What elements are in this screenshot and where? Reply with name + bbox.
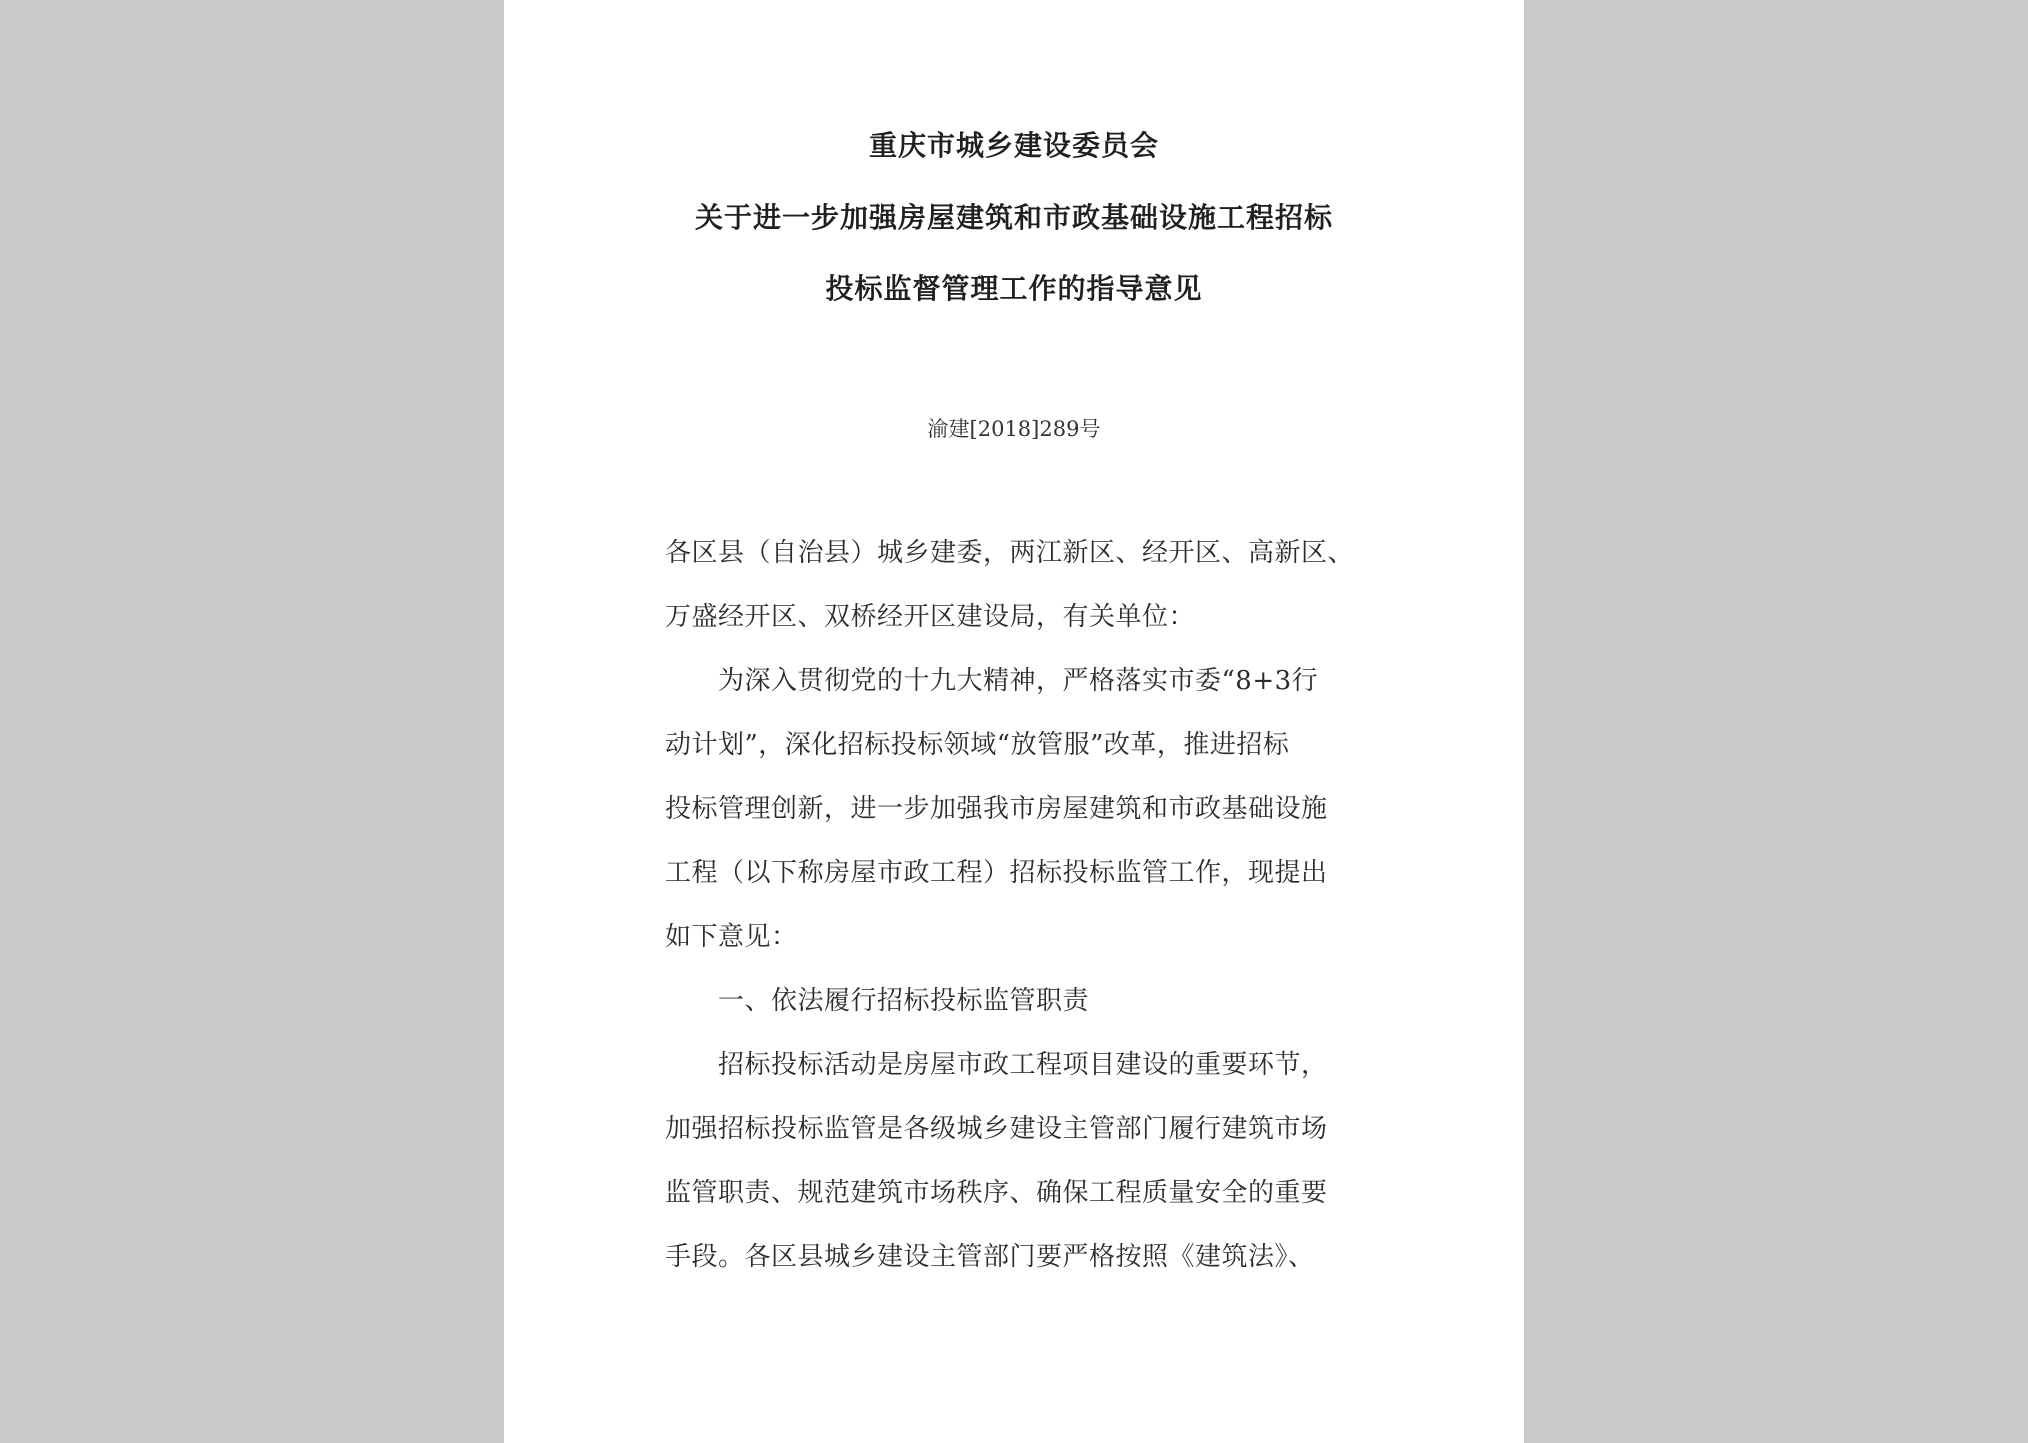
document-number: 渝建[2018]289号 [927, 417, 1101, 441]
body-line-1: 各区县（自治县）城乡建委，两江新区、经开区、高新区、 [665, 538, 1355, 568]
document-title-line-2: 关于进一步加强房屋建筑和市政基础设施工程招标 [694, 201, 1333, 234]
body-line-4: 动计划”，深化招标投标领域“放管服”改革，推进招标 [665, 730, 1290, 760]
body-line-9: 招标投标活动是房屋市政工程项目建设的重要环节， [718, 1050, 1328, 1080]
body-line-11: 监管职责、规范建筑市场秩序、确保工程质量安全的重要 [665, 1178, 1328, 1208]
body-line-5: 投标管理创新，进一步加强我市房屋建筑和市政基础设施 [665, 794, 1328, 824]
document-title-line-1: 重庆市城乡建设委员会 [868, 129, 1159, 162]
body-line-10: 加强招标投标监管是各级城乡建设主管部门履行建筑市场 [665, 1114, 1328, 1144]
body-line-3: 为深入贯彻党的十九大精神，严格落实市委“8+3行 [718, 666, 1319, 696]
document-title-line-3: 投标监督管理工作的指导意见 [825, 272, 1203, 305]
document-page [504, 0, 1524, 1443]
section-heading-1: 一、依法履行招标投标监管职责 [718, 986, 1090, 1016]
body-line-2: 万盛经开区、双桥经开区建设局，有关单位： [665, 602, 1196, 632]
body-line-7: 如下意见： [665, 922, 798, 952]
body-line-6: 工程（以下称房屋市政工程）招标投标监管工作，现提出 [665, 858, 1328, 888]
body-line-12: 手段。各区县城乡建设主管部门要严格按照《建筑法》、 [665, 1242, 1315, 1272]
